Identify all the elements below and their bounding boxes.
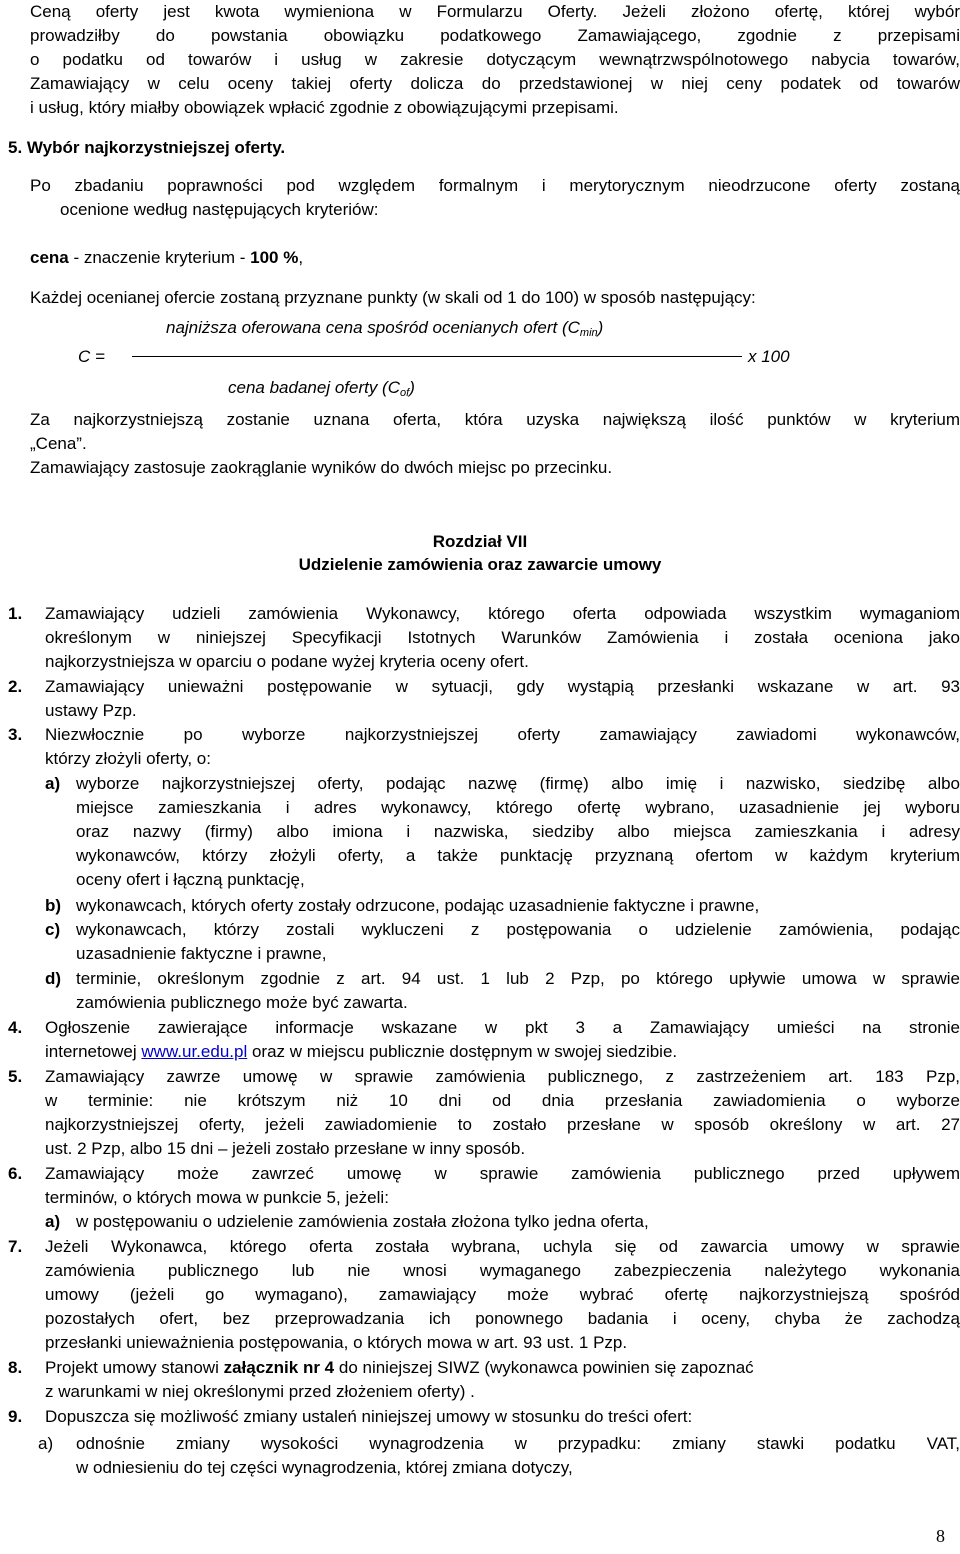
item-line: ustawy Pzp. <box>45 701 137 720</box>
sub-item-label: d) <box>45 969 62 988</box>
item-line: zamówienia publicznego lub nie wnosi wymaganego zabezpieczenia należytego wykonania <box>45 1261 960 1280</box>
item-line: najkorzystniejsza w oparciu o podane wyżej kryteria oceny ofert. <box>45 652 529 671</box>
chapter-subtitle: Udzielenie zamówienia oraz zawarcie umowy <box>298 555 662 574</box>
sub-item-line: terminie, określonym zgodnie z art. 94 ust. 1 lub 2 Pzp, po którego upływie umowa w sprawie <box>76 969 960 988</box>
attachment-reference: załącznik nr 4 <box>223 1358 335 1377</box>
item-line: Zamawiający udzieli zamówienia Wykonawcy, którego oferta odpowiada wszystkim wymaganiom <box>45 604 960 623</box>
item-line: Dopuszcza się możliwość zmiany ustaleń niniejszej umowy w stosunku do treści ofert: <box>45 1407 693 1426</box>
formula-numerator-subscript: min <box>579 327 598 339</box>
section-heading: 5. Wybór najkorzystniejszej oferty. <box>8 138 286 157</box>
item-number: 9. <box>8 1407 23 1426</box>
sub-item-line: wykonawcach, którzy zostali wykluczeni z postępowania o udzielenie zamówienia, podając <box>76 920 960 939</box>
sub-item-line: w postępowaniu o udzielenie zamówienia została złożona tylko jedna oferta, <box>76 1212 649 1231</box>
criterion-line <box>30 246 303 270</box>
winner-line: Za najkorzystniejszą zostanie uznana oferta, która uzyska największą ilość punktów w kryterium <box>30 410 960 429</box>
item-line: Zamawiający może zawrzeć umowę w sprawie zamówienia publicznego przed upływem <box>45 1164 960 1183</box>
item-number: 8. <box>8 1358 23 1377</box>
item-line: z warunkami w niej określonymi przed złożeniem oferty) . <box>45 1382 475 1401</box>
sub-item-label: a) <box>38 1434 54 1453</box>
item-number: 6. <box>8 1164 23 1183</box>
item-line: ust. 2 Pzp, albo 15 dni – jeżeli zostało przesłane w inny sposób. <box>45 1139 526 1158</box>
criterion-name: cena <box>30 248 69 267</box>
formula-multiplier: x 100 <box>748 347 790 366</box>
intro-line: prowadziłby do powstania obowiązku podatkowego Zamawiającego, zgodnie z przepisami <box>30 26 960 45</box>
intro-line: i usług, który miałby obowiązek wpłacić zgodnie z obowiązującymi przepisami. <box>30 98 619 117</box>
item-line: Niezwłocznie po wyborze najkorzystniejszej oferty zamawiający zawiadomi wykonawców, <box>45 725 960 744</box>
item-line: Zamawiający zawrze umowę w sprawie zamówienia publicznego, z zastrzeżeniem art. 183 Pzp, <box>45 1067 960 1086</box>
sub-item-line: wyborze najkorzystniejszej oferty, podając nazwę (firmę) albo imię i nazwisko, siedzibę albo <box>76 774 960 793</box>
sub-item-line: zamówienia publicznego może być zawarta. <box>76 993 408 1012</box>
item-line <box>45 1040 677 1064</box>
item-number: 4. <box>8 1018 23 1037</box>
chapter-title: Rozdział VII <box>432 532 528 551</box>
formula-lhs: C = <box>78 347 105 366</box>
formula-denominator-close: ) <box>409 378 415 397</box>
sub-item-line: w odniesieniu do tej części wynagrodzenia, której zmiana dotyczy, <box>76 1458 573 1477</box>
intro-line: Ceną oferty jest kwota wymieniona w Formularzu Oferty. Jeżeli złożono ofertę, której wybór <box>30 2 960 21</box>
sub-item-label: a) <box>45 1212 61 1231</box>
item-line: określonym w niniejszej Specyfikacji Istotnych Warunków Zamówienia i została oceniona jako <box>45 628 960 647</box>
item-line: najkorzystniejszej oferty, jeżeli zawiadomienie to zostało przesłane w sposób określony w art. 27 <box>45 1115 960 1134</box>
item-number: 2. <box>8 677 23 696</box>
item-line-pre: internetowej <box>45 1042 142 1061</box>
sub-item-line: uzasadnienie faktyczne i prawne, <box>76 944 327 963</box>
evaluation-line: ocenione według następujących kryteriów: <box>60 200 379 219</box>
sub-item-line: oraz nazwy (firmy) albo imiona i nazwiska, siedziby albo miejsca zamieszkania i adresy <box>76 822 960 841</box>
criterion-desc: - znaczenie kryterium - <box>68 248 251 267</box>
sub-item-line: wykonawców, którzy złożyli oferty, a także punktację przyznaną ofertom w każdym kryterium <box>76 846 960 865</box>
item-line: przesłanki unieważnienia postępowania, o których mowa w art. 93 ust. 1 Pzp. <box>45 1333 628 1352</box>
criterion-weight: 100 % <box>250 248 299 267</box>
criterion-end: , <box>298 248 304 267</box>
points-description: Każdej ocenianej ofercie zostaną przyznane punkty (w skali od 1 do 100) w sposób następujący: <box>30 288 756 307</box>
website-link[interactable]: www.ur.edu.pl <box>141 1042 248 1061</box>
formula-numerator-close: ) <box>597 318 604 337</box>
intro-line: o podatku od towarów i usług w zakresie dotyczącym wewnątrzwspólnotowego nabycia towarów, <box>30 50 960 69</box>
formula-numerator-text: najniższa oferowana cena spośród ocenianych ofert (C <box>166 318 580 337</box>
winner-line: „Cena”. <box>30 434 87 453</box>
evaluation-line: Po zbadaniu poprawności pod względem formalnym i merytorycznym nieodrzucone oferty zostaną <box>30 176 960 195</box>
sub-item-label: b) <box>45 896 62 915</box>
item-line: pozostałych ofert, bez przeprowadzania ich ponownego badania i oceny, chyba że zachodzą <box>45 1309 960 1328</box>
sub-item-line: wykonawcach, których oferty zostały odrzucone, podając uzasadnienie faktyczne i prawne, <box>76 896 760 915</box>
sub-item-line: odnośnie zmiany wysokości wynagrodzenia w przypadku: zmiany stawki podatku VAT, <box>76 1434 960 1453</box>
item-line-pre: Projekt umowy stanowi <box>45 1358 224 1377</box>
item-line: którzy złożyli oferty, o: <box>45 749 211 768</box>
item-line: Jeżeli Wykonawca, którego oferta została wybrana, uchyla się od zawarcia umowy w sprawie <box>45 1237 960 1256</box>
fraction-line <box>132 356 742 357</box>
sub-item-label: a) <box>45 774 61 793</box>
item-line: w terminie: nie krótszym niż 10 dni od dnia przesłania zawiadomienia o wyborze <box>45 1091 960 1110</box>
formula-numerator <box>166 316 603 340</box>
item-line-post: do niniejszej SIWZ (wykonawca powinien się zapoznać <box>334 1358 754 1377</box>
item-line <box>45 1356 754 1380</box>
rounding-line: Zamawiający zastosuje zaokrąglanie wyników do dwóch miejsc po przecinku. <box>30 458 613 477</box>
item-number: 5. <box>8 1067 23 1086</box>
item-line-post: oraz w miejscu publicznie dostępnym w swojej siedzibie. <box>247 1042 678 1061</box>
item-number: 3. <box>8 725 23 744</box>
item-line: Zamawiający unieważni postępowanie w sytuacji, gdy wystąpią przesłanki wskazane w art. 93 <box>45 677 960 696</box>
item-number: 7. <box>8 1237 23 1256</box>
sub-item-line: oceny ofert i łączną punktację, <box>76 870 305 889</box>
formula-denominator-subscript: of <box>400 387 410 399</box>
formula-denominator-text: cena badanej oferty (C <box>228 378 400 397</box>
sub-item-label: c) <box>45 920 61 939</box>
formula-denominator <box>228 376 415 400</box>
item-line: Ogłoszenie zawierające informacje wskazane w pkt 3 a Zamawiający umieści na stronie <box>45 1018 960 1037</box>
item-line: umowy (jeżeli go wymagano), zamawiający może wybrać ofertę najkorzystniejszą spośród <box>45 1285 960 1304</box>
item-number: 1. <box>8 604 23 623</box>
sub-item-line: miejsce zamieszkania i adres wykonawcy, którego ofertę wybrano, uzasadnienie jej wyboru <box>76 798 960 817</box>
intro-line: Zamawiający w celu oceny takiej oferty dolicza do przedstawionej w niej ceny podatek od towarów <box>30 74 960 93</box>
item-line: terminów, o których mowa w punkcie 5, jeżeli: <box>45 1188 389 1207</box>
page-number: 8 <box>936 1526 945 1546</box>
